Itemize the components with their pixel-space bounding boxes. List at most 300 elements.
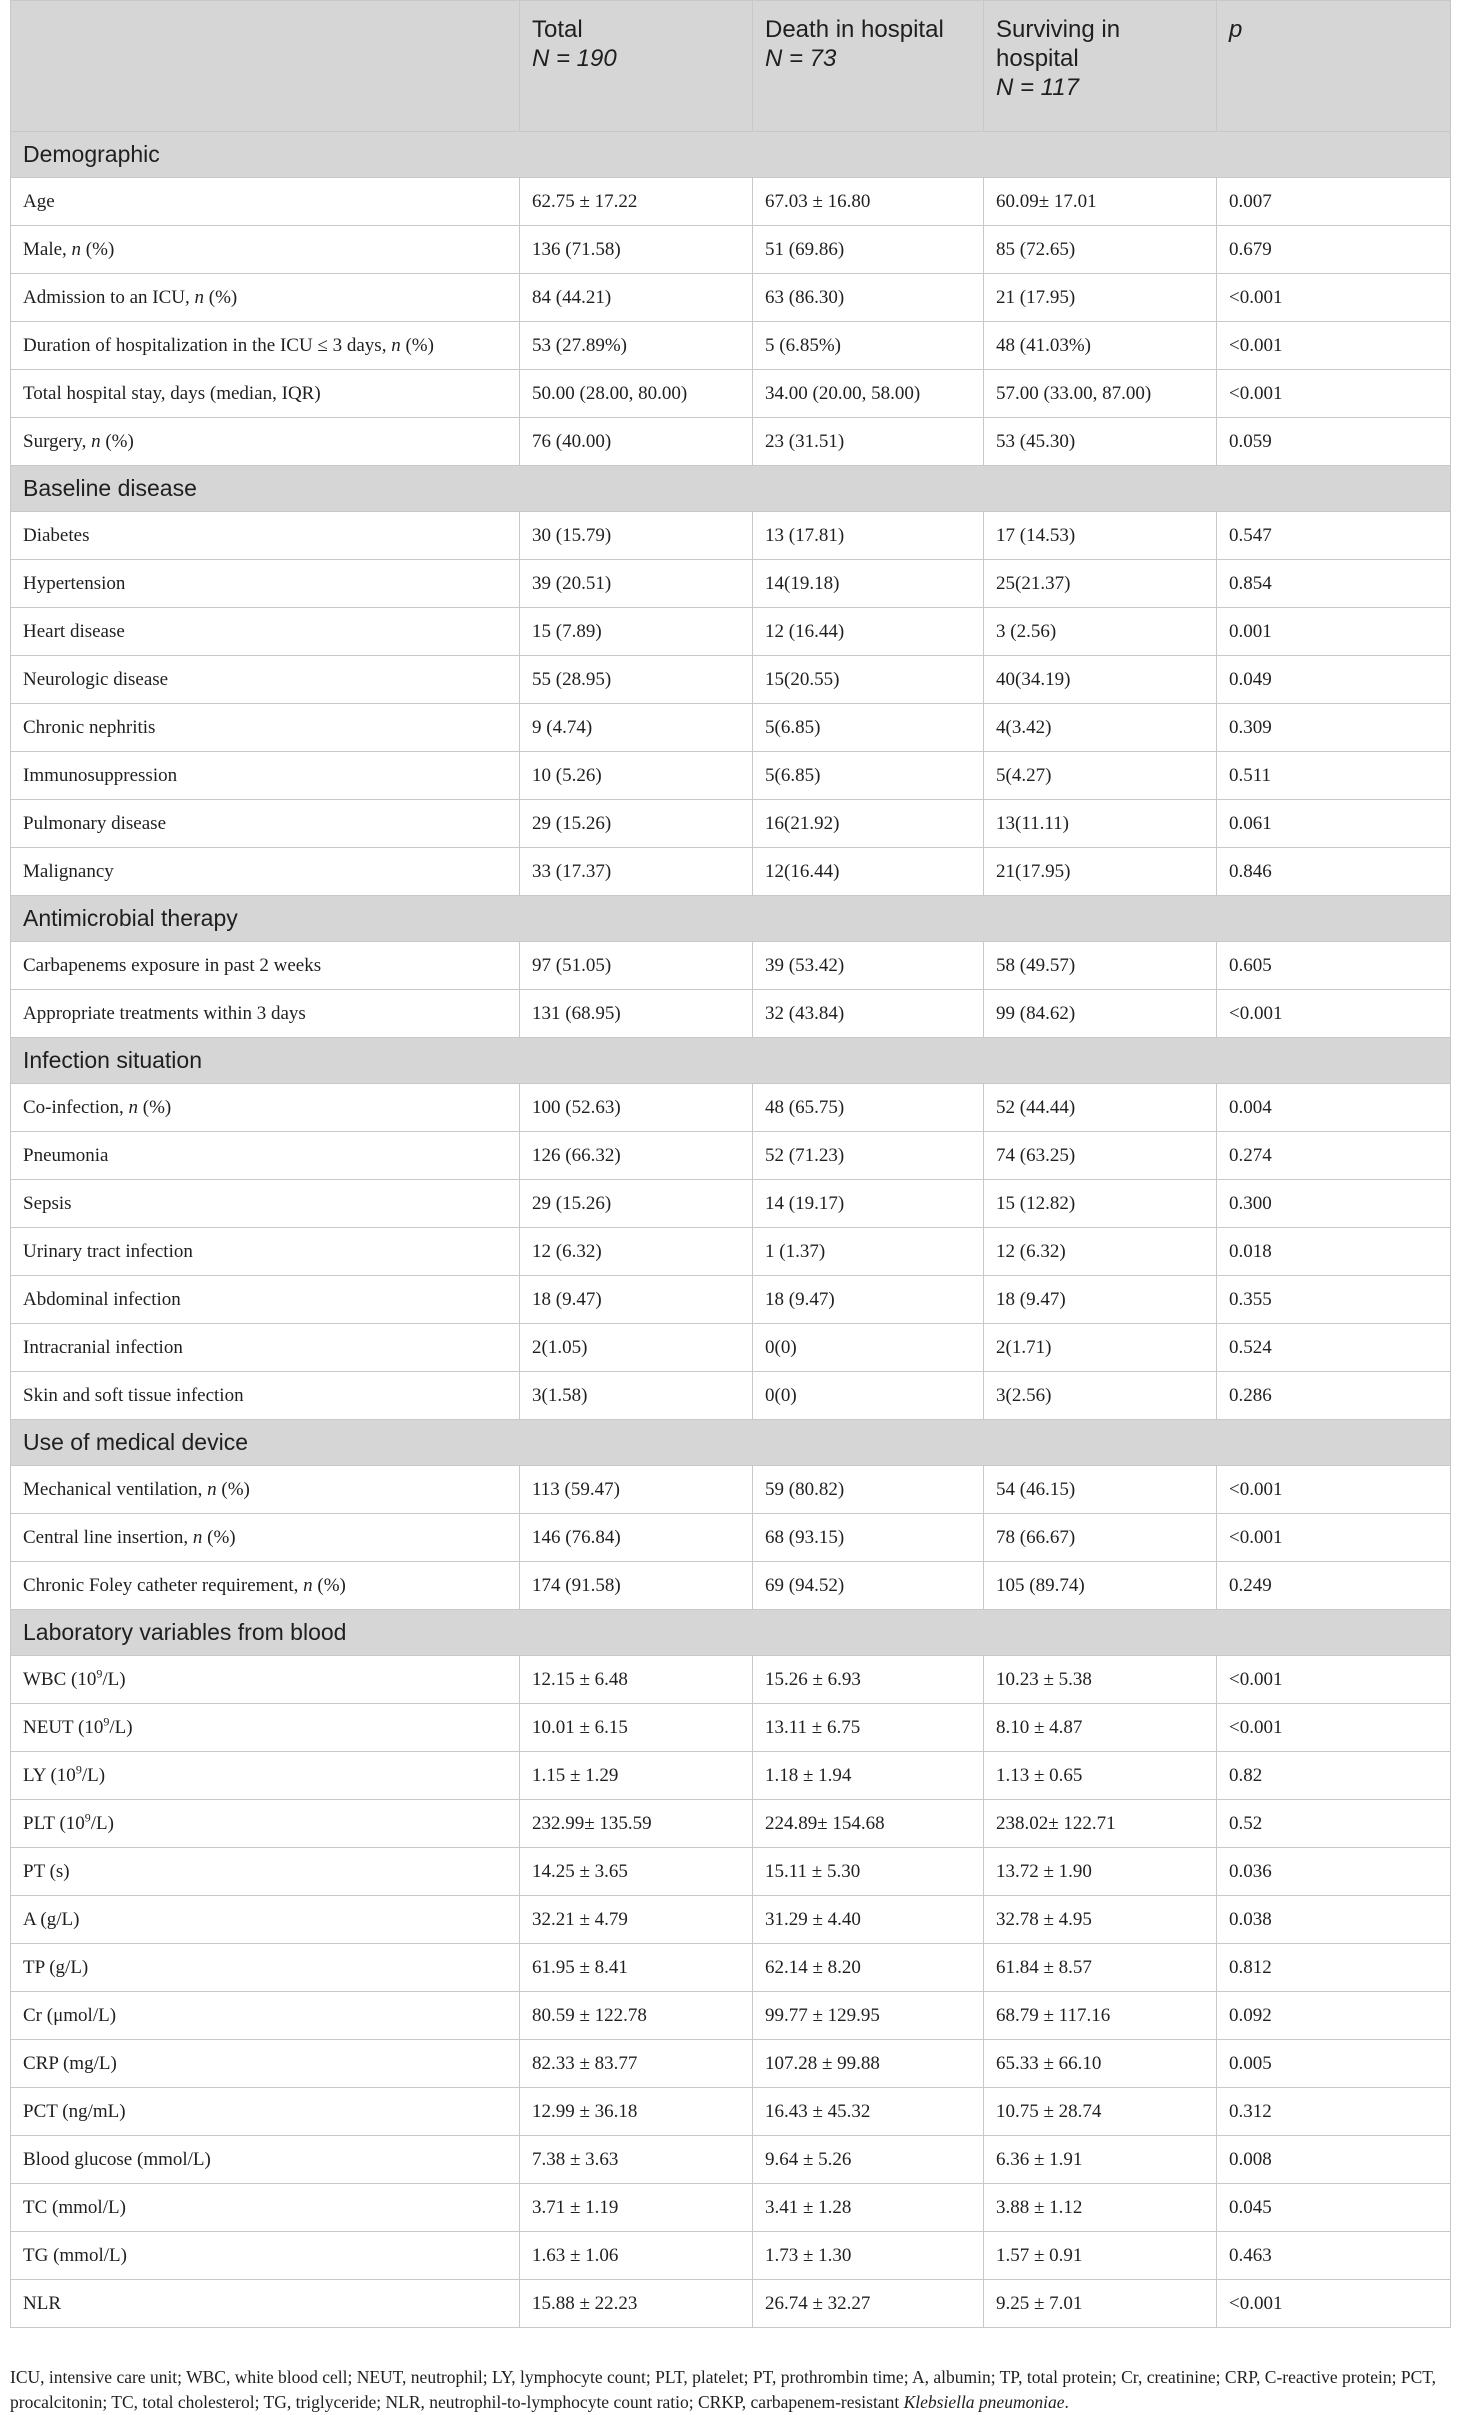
cell-total: 61.95 ± 8.41 — [520, 1944, 753, 1992]
row-label-italic: n — [192, 1526, 203, 1548]
row-label-cell — [11, 1944, 520, 1992]
cell-surviving: 105 (89.74) — [984, 1562, 1217, 1610]
row-label-cell — [11, 1084, 520, 1132]
row-label: Heart disease — [23, 620, 125, 642]
row-label: Cr (μmol/L) — [23, 2004, 117, 2026]
cell-surviving: 9.25 ± 7.01 — [984, 2280, 1217, 2328]
row-label: Skin and soft tissue infection — [23, 1384, 244, 1406]
cell-surviving: 3.88 ± 1.12 — [984, 2184, 1217, 2232]
section-header-row — [11, 1420, 1451, 1466]
cell-total: 82.33 ± 83.77 — [520, 2040, 753, 2088]
table-row — [11, 1800, 1451, 1848]
cell-total: 50.00 (28.00, 80.00) — [520, 370, 753, 418]
cell-total: 53 (27.89%) — [520, 322, 753, 370]
cell-surviving: 5(4.27) — [984, 752, 1217, 800]
table-row — [11, 2088, 1451, 2136]
section-header-row — [11, 896, 1451, 942]
cell-death: 23 (31.51) — [753, 418, 984, 466]
row-label: Appropriate treatments within 3 days — [23, 1002, 306, 1024]
cell-total: 62.75 ± 17.22 — [520, 178, 753, 226]
cell-death: 31.29 ± 4.40 — [753, 1896, 984, 1944]
cell-total: 14.25 ± 3.65 — [520, 1848, 753, 1896]
cell-total: 97 (51.05) — [520, 942, 753, 990]
row-label-cell — [11, 226, 520, 274]
row-label: Carbapenems exposure in past 2 weeks — [23, 954, 322, 976]
table-header-row — [11, 1, 1451, 132]
row-label-italic: n — [207, 1478, 217, 1500]
table-row — [11, 1704, 1451, 1752]
cell-p-value: 0.286 — [1217, 1372, 1451, 1420]
cell-total: 39 (20.51) — [520, 560, 753, 608]
row-label: Diabetes — [23, 524, 90, 546]
cell-p-value: <0.001 — [1217, 1704, 1451, 1752]
cell-surviving: 3(2.56) — [984, 1372, 1217, 1420]
table-row — [11, 704, 1451, 752]
table-row — [11, 370, 1451, 418]
cell-death: 15.26 ± 6.93 — [753, 1656, 984, 1704]
cell-total: 174 (91.58) — [520, 1562, 753, 1610]
row-label: Pulmonary disease — [23, 812, 167, 834]
cell-p-value: 0.82 — [1217, 1752, 1451, 1800]
cell-death: 5 (6.85%) — [753, 322, 984, 370]
cell-surviving: 10.75 ± 28.74 — [984, 2088, 1217, 2136]
cell-total: 1.63 ± 1.06 — [520, 2232, 753, 2280]
cell-death: 5(6.85) — [753, 704, 984, 752]
cell-death: 32 (43.84) — [753, 990, 984, 1038]
table-row — [11, 2136, 1451, 2184]
header-surviving-n: N = 117 — [996, 74, 1079, 101]
cell-total: 136 (71.58) — [520, 226, 753, 274]
row-label: PT (s) — [23, 1860, 70, 1882]
row-label: Chronic Foley catheter requirement, — [23, 1574, 304, 1596]
cell-surviving: 6.36 ± 1.91 — [984, 2136, 1217, 2184]
row-label: Duration of hospitalization in the ICU ≤ 3 days, — [23, 334, 392, 356]
table-row — [11, 848, 1451, 896]
row-label-cell — [11, 1372, 520, 1420]
cell-p-value: 0.300 — [1217, 1180, 1451, 1228]
table-row — [11, 1372, 1451, 1420]
cell-surviving: 65.33 ± 66.10 — [984, 2040, 1217, 2088]
cell-surviving: 32.78 ± 4.95 — [984, 1896, 1217, 1944]
header-p-value — [1217, 1, 1451, 132]
row-label-cell — [11, 942, 520, 990]
cell-death: 224.89± 154.68 — [753, 1800, 984, 1848]
cell-total: 80.59 ± 122.78 — [520, 1992, 753, 2040]
cell-total: 10.01 ± 6.15 — [520, 1704, 753, 1752]
row-label-cell — [11, 1800, 520, 1848]
row-label-cell — [11, 848, 520, 896]
cell-surviving: 10.23 ± 5.38 — [984, 1656, 1217, 1704]
cell-p-value: 0.312 — [1217, 2088, 1451, 2136]
cell-death: 67.03 ± 16.80 — [753, 178, 984, 226]
row-label: Total hospital stay, days (median, IQR) — [23, 382, 321, 404]
cell-total: 12 (6.32) — [520, 1228, 753, 1276]
cell-death: 13 (17.81) — [753, 512, 984, 560]
row-label-suffix: /L) — [81, 1764, 106, 1786]
cell-surviving: 238.02± 122.71 — [984, 1800, 1217, 1848]
cell-p-value: 0.52 — [1217, 1800, 1451, 1848]
row-label: Pneumonia — [23, 1144, 109, 1166]
row-label-italic: n — [194, 286, 205, 308]
cell-total: 32.21 ± 4.79 — [520, 1896, 753, 1944]
cell-death: 5(6.85) — [753, 752, 984, 800]
row-label: Immunosuppression — [23, 764, 178, 786]
row-label-cell — [11, 752, 520, 800]
row-label-cell — [11, 1324, 520, 1372]
row-label-cell — [11, 2136, 520, 2184]
section-header-row — [11, 1038, 1451, 1084]
cell-total: 126 (66.32) — [520, 1132, 753, 1180]
table-row — [11, 512, 1451, 560]
cell-total: 12.15 ± 6.48 — [520, 1656, 753, 1704]
cell-p-value: 0.547 — [1217, 512, 1451, 560]
cell-p-value: <0.001 — [1217, 990, 1451, 1038]
cell-total: 18 (9.47) — [520, 1276, 753, 1324]
cell-total: 7.38 ± 3.63 — [520, 2136, 753, 2184]
cell-p-value: <0.001 — [1217, 2280, 1451, 2328]
cell-death: 48 (65.75) — [753, 1084, 984, 1132]
cell-p-value: 0.355 — [1217, 1276, 1451, 1324]
cell-surviving: 1.13 ± 0.65 — [984, 1752, 1217, 1800]
row-label-cell — [11, 1656, 520, 1704]
row-label-suffix: (%) — [202, 1526, 236, 1548]
cell-death: 1.18 ± 1.94 — [753, 1752, 984, 1800]
row-label: Central line insertion, — [23, 1526, 193, 1548]
cell-total: 33 (17.37) — [520, 848, 753, 896]
cell-surviving: 15 (12.82) — [984, 1180, 1217, 1228]
cell-p-value: 0.309 — [1217, 704, 1451, 752]
row-label-suffix: (%) — [312, 1574, 346, 1596]
row-label-cell — [11, 1848, 520, 1896]
header-surviving-label-line2: hospital — [996, 45, 1079, 72]
cell-death: 16(21.92) — [753, 800, 984, 848]
cell-surviving: 53 (45.30) — [984, 418, 1217, 466]
cell-p-value: 0.524 — [1217, 1324, 1451, 1372]
cell-total: 1.15 ± 1.29 — [520, 1752, 753, 1800]
table-row — [11, 560, 1451, 608]
cell-p-value: 0.001 — [1217, 608, 1451, 656]
header-variable-cell — [11, 1, 520, 132]
table-row — [11, 800, 1451, 848]
cell-surviving: 57.00 (33.00, 87.00) — [984, 370, 1217, 418]
cell-death: 0(0) — [753, 1324, 984, 1372]
row-label-superscript: 9 — [103, 1714, 110, 1729]
cell-death: 14 (19.17) — [753, 1180, 984, 1228]
cell-total: 29 (15.26) — [520, 1180, 753, 1228]
cell-p-value: <0.001 — [1217, 1514, 1451, 1562]
cell-p-value: 0.463 — [1217, 2232, 1451, 2280]
section-title: Demographic — [11, 132, 1451, 178]
footnote-text: ICU, intensive care unit; WBC, white blood cell; NEUT, neutrophil; LY, lymphocyte count; PLT, platelet; PT, prothrombin time; A, albumin; TP, total protein; Cr, creatinine; CRP, C-reactive protein; PCT, procalcitonin; TC, total cholesterol; TG, triglyceride; NLR, neutrophil-to-lymphocyte count ratio; CRKP, carbapenem-resistant — [10, 2367, 1437, 2412]
row-label: Chronic nephritis — [23, 716, 156, 738]
cell-p-value: 0.812 — [1217, 1944, 1451, 1992]
cell-surviving: 61.84 ± 8.57 — [984, 1944, 1217, 1992]
cell-p-value: 0.274 — [1217, 1132, 1451, 1180]
table-row — [11, 942, 1451, 990]
cell-death: 63 (86.30) — [753, 274, 984, 322]
row-label: NEUT (10 — [23, 1716, 104, 1738]
cell-total: 30 (15.79) — [520, 512, 753, 560]
cell-surviving: 18 (9.47) — [984, 1276, 1217, 1324]
row-label: Mechanical ventilation, — [23, 1478, 208, 1500]
row-label-cell — [11, 1704, 520, 1752]
row-label: WBC (10 — [23, 1668, 97, 1690]
cell-death: 52 (71.23) — [753, 1132, 984, 1180]
footnote-italic-term: Klebsiella pneumoniae — [903, 2392, 1065, 2412]
table-row — [11, 274, 1451, 322]
table-row — [11, 1848, 1451, 1896]
row-label-cell — [11, 1180, 520, 1228]
cell-surviving: 40(34.19) — [984, 656, 1217, 704]
row-label: TC (mmol/L) — [23, 2196, 126, 2218]
header-surviving-label-line1: Surviving in — [996, 16, 1121, 43]
row-label: Admission to an ICU, — [23, 286, 195, 308]
row-label: A (g/L) — [23, 1908, 80, 1930]
cell-surviving: 12 (6.32) — [984, 1228, 1217, 1276]
cell-total: 9 (4.74) — [520, 704, 753, 752]
cell-surviving: 21(17.95) — [984, 848, 1217, 896]
row-label: Malignancy — [23, 860, 114, 882]
cell-surviving: 13.72 ± 1.90 — [984, 1848, 1217, 1896]
row-label-cell — [11, 322, 520, 370]
cell-death: 1.73 ± 1.30 — [753, 2232, 984, 2280]
table-row — [11, 752, 1451, 800]
cell-total: 3.71 ± 1.19 — [520, 2184, 753, 2232]
row-label: LY (10 — [23, 1764, 76, 1786]
row-label: PLT (10 — [23, 1812, 85, 1834]
section-title: Infection situation — [11, 1038, 1451, 1084]
cell-surviving: 1.57 ± 0.91 — [984, 2232, 1217, 2280]
cell-death: 15.11 ± 5.30 — [753, 1848, 984, 1896]
table-row — [11, 1752, 1451, 1800]
cell-p-value: 0.605 — [1217, 942, 1451, 990]
cell-death: 13.11 ± 6.75 — [753, 1704, 984, 1752]
table-row — [11, 2232, 1451, 2280]
row-label: Urinary tract infection — [23, 1240, 193, 1262]
row-label-cell — [11, 1132, 520, 1180]
row-label-italic: n — [71, 238, 82, 260]
section-header-row — [11, 132, 1451, 178]
table-row — [11, 2280, 1451, 2328]
cell-death: 16.43 ± 45.32 — [753, 2088, 984, 2136]
row-label-cell — [11, 1992, 520, 2040]
cell-total: 55 (28.95) — [520, 656, 753, 704]
cell-p-value: <0.001 — [1217, 1466, 1451, 1514]
cell-p-value: 0.854 — [1217, 560, 1451, 608]
row-label: PCT (ng/mL) — [23, 2100, 126, 2122]
row-label-cell — [11, 656, 520, 704]
row-label-italic: n — [128, 1096, 139, 1118]
row-label: TP (g/L) — [23, 1956, 89, 1978]
cell-total: 10 (5.26) — [520, 752, 753, 800]
cell-surviving: 13(11.11) — [984, 800, 1217, 848]
row-label-cell — [11, 512, 520, 560]
cell-surviving: 3 (2.56) — [984, 608, 1217, 656]
section-header-row — [11, 466, 1451, 512]
table-row — [11, 1276, 1451, 1324]
cell-p-value: 0.511 — [1217, 752, 1451, 800]
row-label-suffix: /L) — [90, 1812, 114, 1834]
cell-death: 107.28 ± 99.88 — [753, 2040, 984, 2088]
cell-p-value: 0.036 — [1217, 1848, 1451, 1896]
row-label: Sepsis — [23, 1192, 72, 1214]
row-label-cell — [11, 418, 520, 466]
cell-surviving: 25(21.37) — [984, 560, 1217, 608]
row-label-italic: n — [391, 334, 401, 356]
cell-total: 15 (7.89) — [520, 608, 753, 656]
header-surviving — [984, 1, 1217, 132]
row-label-suffix: /L) — [109, 1716, 133, 1738]
row-label: CRP (mg/L) — [23, 2052, 117, 2074]
cell-surviving: 4(3.42) — [984, 704, 1217, 752]
cell-p-value: <0.001 — [1217, 1656, 1451, 1704]
table-row — [11, 1514, 1451, 1562]
cell-death: 12(16.44) — [753, 848, 984, 896]
cell-p-value: 0.007 — [1217, 178, 1451, 226]
cell-total: 100 (52.63) — [520, 1084, 753, 1132]
row-label: NLR — [23, 2292, 61, 2314]
cell-death: 3.41 ± 1.28 — [753, 2184, 984, 2232]
table-row — [11, 1084, 1451, 1132]
row-label-suffix: /L) — [102, 1668, 126, 1690]
row-label-cell — [11, 1228, 520, 1276]
header-total-n: N = 190 — [532, 45, 617, 72]
header-death-n: N = 73 — [765, 45, 837, 72]
header-death — [753, 1, 984, 132]
cell-surviving: 48 (41.03%) — [984, 322, 1217, 370]
cell-p-value: 0.846 — [1217, 848, 1451, 896]
cell-death: 59 (80.82) — [753, 1466, 984, 1514]
cell-total: 15.88 ± 22.23 — [520, 2280, 753, 2328]
cell-p-value: 0.045 — [1217, 2184, 1451, 2232]
row-label-cell — [11, 800, 520, 848]
row-label-cell — [11, 608, 520, 656]
cell-death: 68 (93.15) — [753, 1514, 984, 1562]
row-label-italic: n — [91, 430, 101, 452]
cell-p-value: <0.001 — [1217, 370, 1451, 418]
cell-surviving: 85 (72.65) — [984, 226, 1217, 274]
row-label-cell — [11, 2184, 520, 2232]
cell-total: 76 (40.00) — [520, 418, 753, 466]
cell-p-value: 0.092 — [1217, 1992, 1451, 2040]
table-row — [11, 1132, 1451, 1180]
table-row — [11, 178, 1451, 226]
cell-total: 113 (59.47) — [520, 1466, 753, 1514]
row-label-cell — [11, 1514, 520, 1562]
row-label-cell — [11, 1276, 520, 1324]
row-label: Intracranial infection — [23, 1336, 183, 1358]
row-label-cell — [11, 704, 520, 752]
cell-p-value: <0.001 — [1217, 274, 1451, 322]
section-title: Laboratory variables from blood — [11, 1610, 1451, 1656]
row-label-suffix: (%) — [81, 238, 115, 260]
cell-p-value: 0.004 — [1217, 1084, 1451, 1132]
cell-death: 12 (16.44) — [753, 608, 984, 656]
cell-death: 62.14 ± 8.20 — [753, 1944, 984, 1992]
row-label-cell — [11, 2040, 520, 2088]
cell-surviving: 54 (46.15) — [984, 1466, 1217, 1514]
cell-p-value: 0.249 — [1217, 1562, 1451, 1610]
cell-p-value: 0.038 — [1217, 1896, 1451, 1944]
row-label-suffix: (%) — [204, 286, 238, 308]
row-label-cell — [11, 1466, 520, 1514]
row-label-suffix: (%) — [138, 1096, 172, 1118]
row-label: Abdominal infection — [23, 1288, 181, 1310]
cell-p-value: 0.008 — [1217, 2136, 1451, 2184]
table-row — [11, 2040, 1451, 2088]
row-label-superscript: 9 — [96, 1666, 103, 1681]
cell-surviving: 21 (17.95) — [984, 274, 1217, 322]
cell-total: 2(1.05) — [520, 1324, 753, 1372]
row-label: Male, — [23, 238, 72, 260]
cell-total: 232.99± 135.59 — [520, 1800, 753, 1848]
cell-surviving: 68.79 ± 117.16 — [984, 1992, 1217, 2040]
table-row — [11, 1896, 1451, 1944]
cell-death: 69 (94.52) — [753, 1562, 984, 1610]
row-label: Hypertension — [23, 572, 126, 594]
cell-death: 0(0) — [753, 1372, 984, 1420]
row-label-suffix: (%) — [400, 334, 434, 356]
cell-surviving: 78 (66.67) — [984, 1514, 1217, 1562]
cell-p-value: 0.059 — [1217, 418, 1451, 466]
cell-death: 51 (69.86) — [753, 226, 984, 274]
cell-surviving: 17 (14.53) — [984, 512, 1217, 560]
cell-p-value: 0.061 — [1217, 800, 1451, 848]
table-row — [11, 990, 1451, 1038]
table-row — [11, 322, 1451, 370]
cell-total: 84 (44.21) — [520, 274, 753, 322]
row-label: Blood glucose (mmol/L) — [23, 2148, 211, 2170]
cell-death: 9.64 ± 5.26 — [753, 2136, 984, 2184]
table-row — [11, 608, 1451, 656]
cell-surviving: 52 (44.44) — [984, 1084, 1217, 1132]
table-row — [11, 1180, 1451, 1228]
table-row — [11, 1228, 1451, 1276]
cell-death: 39 (53.42) — [753, 942, 984, 990]
cell-total: 12.99 ± 36.18 — [520, 2088, 753, 2136]
row-label: Neurologic disease — [23, 668, 169, 690]
table-row — [11, 1466, 1451, 1514]
header-death-label: Death in hospital — [765, 16, 944, 43]
cell-surviving: 2(1.71) — [984, 1324, 1217, 1372]
row-label-cell — [11, 370, 520, 418]
table-footnote — [10, 2365, 1450, 2415]
table-row — [11, 1656, 1451, 1704]
header-total — [520, 1, 753, 132]
table-row — [11, 1324, 1451, 1372]
row-label-cell — [11, 178, 520, 226]
cell-death: 34.00 (20.00, 58.00) — [753, 370, 984, 418]
row-label-cell — [11, 2232, 520, 2280]
row-label-cell — [11, 560, 520, 608]
table-row — [11, 226, 1451, 274]
cell-death: 99.77 ± 129.95 — [753, 1992, 984, 2040]
cell-total: 131 (68.95) — [520, 990, 753, 1038]
section-title: Use of medical device — [11, 1420, 1451, 1466]
table-row — [11, 1944, 1451, 1992]
cell-p-value: 0.018 — [1217, 1228, 1451, 1276]
cell-surviving: 58 (49.57) — [984, 942, 1217, 990]
row-label: Age — [23, 190, 55, 212]
row-label-cell — [11, 274, 520, 322]
row-label-cell — [11, 2088, 520, 2136]
cell-death: 1 (1.37) — [753, 1228, 984, 1276]
row-label-cell — [11, 1752, 520, 1800]
cell-death: 26.74 ± 32.27 — [753, 2280, 984, 2328]
header-p-label: p — [1229, 16, 1243, 43]
cell-surviving: 99 (84.62) — [984, 990, 1217, 1038]
row-label-italic: n — [303, 1574, 313, 1596]
